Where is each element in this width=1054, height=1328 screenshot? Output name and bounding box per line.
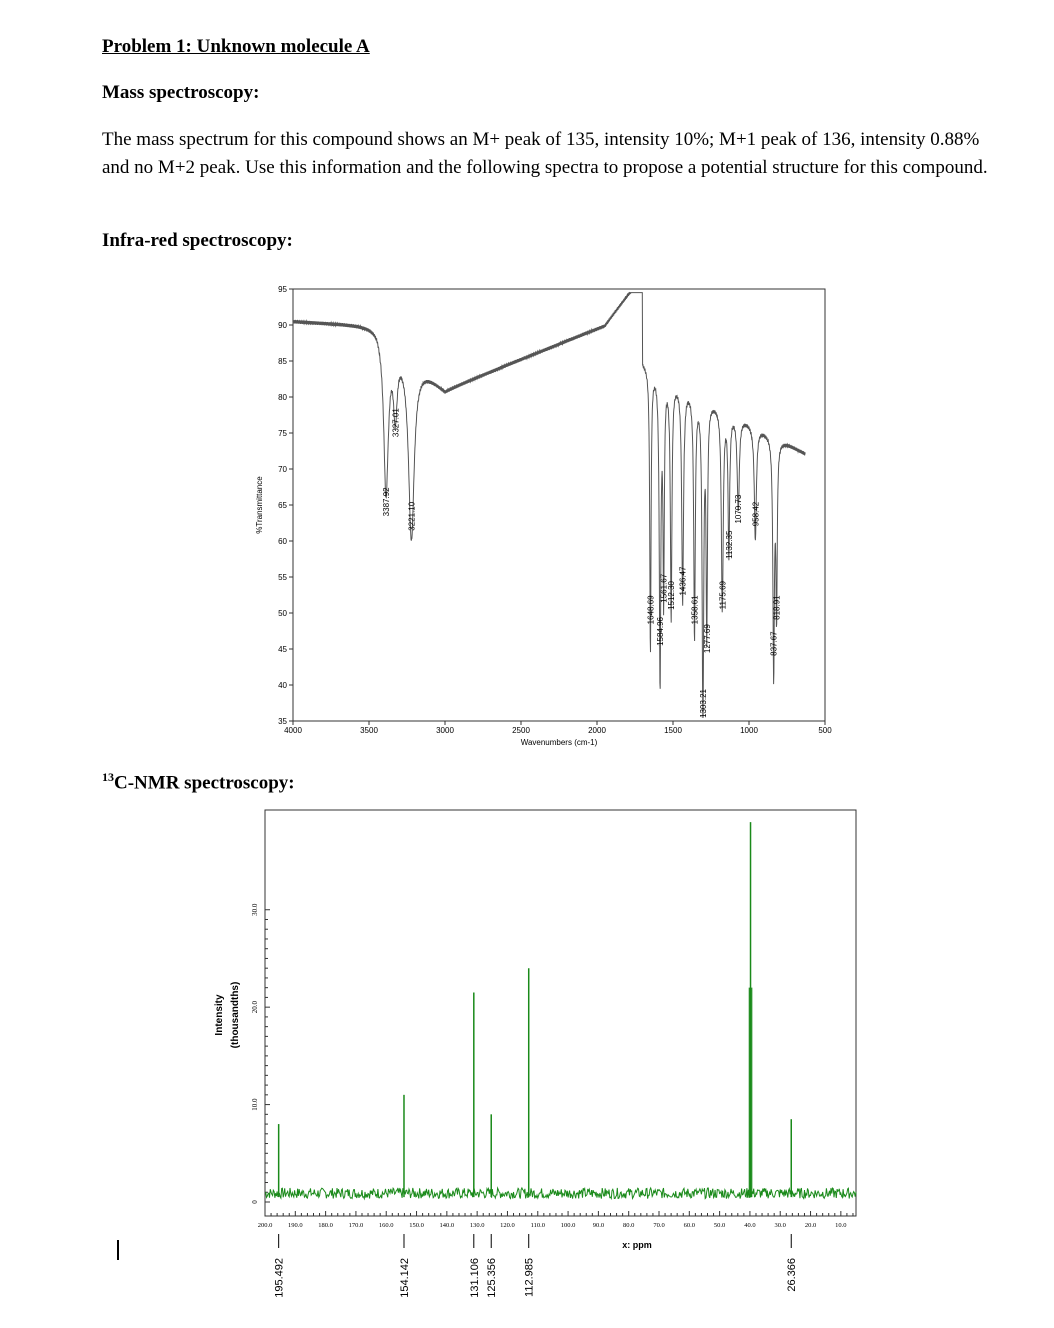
ir-peak-label: 3221.10 [407,501,417,531]
nmr-x-tick-label: 60.0 [683,1222,695,1229]
nmr-peak-label: 131.106 [468,1258,481,1298]
nmr-x-tick-label: 130.0 [469,1222,485,1229]
ir-peak-label: 3387.92 [382,487,392,517]
ir-peak-label: 1303.21 [698,689,708,718]
ir-y-tick-label: 95 [278,285,287,294]
ir-spectrum-trace [293,293,805,718]
ir-peak-label: 1561.67 [659,573,669,603]
ir-peak-label: 1277.69 [702,624,712,654]
ir-plot-frame [293,289,825,721]
ir-y-tick-label: 55 [278,573,287,582]
nmr-x-tick-label: 100.0 [560,1222,576,1229]
ir-y-tick-label: 70 [278,465,287,474]
nmr-x-tick-label: 10.0 [835,1222,847,1229]
ir-y-tick-label: 60 [278,537,287,546]
nmr-y-tick-label: 30.0 [251,903,259,916]
nmr-plot-frame [265,810,856,1216]
ir-y-tick-label: 45 [278,645,287,654]
nmr-x-tick-label: 50.0 [713,1222,726,1229]
ir-y-tick-label: 50 [278,609,287,618]
ir-peak-label: 1132.35 [724,530,734,559]
ir-x-axis-label: Wavenumbers (cm-1) [520,738,598,747]
ir-y-tick-label: 80 [278,393,287,402]
ir-x-tick-label: 4000 [284,726,302,735]
nmr-x-tick-label: 200.0 [257,1222,273,1229]
ir-y-tick-label: 85 [278,357,287,366]
nmr-x-tick-label: 140.0 [439,1222,455,1229]
text-cursor [117,1240,119,1260]
nmr-heading-superscript: 13 [102,770,114,784]
nmr-x-axis-label: x: ppm [622,1240,652,1250]
ir-peak-label: 818.91 [772,595,782,620]
ir-peak-label: 1358.61 [690,595,700,625]
ir-peak-label: 3327.01 [391,408,401,438]
ir-peak-label: 837.67 [769,631,779,656]
ir-peak-label: 958.42 [751,501,761,527]
nmr-x-tick-label: 90.0 [592,1222,605,1229]
ir-x-tick-label: 1500 [664,726,682,735]
nmr-heading-text: C-NMR spectroscopy: [114,772,295,794]
nmr-peak-label: 195.492 [273,1258,286,1298]
nmr-x-tick-label: 120.0 [500,1222,515,1229]
nmr-x-tick-label: 160.0 [378,1222,394,1229]
mass-spec-heading: Mass spectroscopy: [102,82,260,103]
nmr-peak-label: 26.366 [786,1258,799,1292]
nmr-x-tick-label: 20.0 [804,1222,817,1229]
ir-x-tick-label: 500 [818,726,832,735]
ir-peak-label: 1648.69 [646,595,656,625]
nmr-y-tick-label: 20.0 [251,1001,259,1014]
ir-peak-label: 1512.30 [667,581,677,610]
nmr-x-tick-label: 40.0 [744,1222,756,1229]
ir-x-tick-label: 2000 [588,726,606,735]
nmr-x-tick-label: 150.0 [409,1222,424,1229]
ir-heading: Infra-red spectroscopy: [102,230,293,251]
nmr-x-tick-label: 70.0 [653,1222,665,1229]
ir-y-tick-label: 65 [278,501,287,510]
ir-peak-label: 1584.96 [656,617,666,646]
page-title: Problem 1: Unknown molecule A [102,36,370,57]
nmr-y-tick-label: 10.0 [251,1098,259,1111]
nmr-y-axis-label: Intensity [214,994,225,1036]
ir-x-tick-label: 3000 [436,726,454,735]
nmr-peak-label: 125.356 [486,1258,499,1298]
ir-y-axis-label: %Transmittance [255,476,264,534]
nmr-x-tick-label: 190.0 [287,1222,303,1229]
nmr-x-tick-label: 30.0 [774,1222,786,1229]
nmr-y-tick-label: 0 [251,1200,259,1204]
ir-y-tick-label: 90 [278,321,287,330]
nmr-x-tick-label: 110.0 [530,1222,545,1229]
ir-y-tick-label: 75 [278,429,287,438]
ir-x-tick-label: 1000 [740,726,758,735]
nmr-x-tick-label: 180.0 [318,1222,333,1229]
ir-x-tick-label: 3500 [360,726,378,735]
ir-x-tick-label: 2500 [512,726,530,735]
ir-y-tick-label: 40 [278,681,287,690]
ir-peak-label: 1175.69 [718,581,728,610]
nmr-baseline-trace [265,1188,856,1199]
mass-spec-paragraph: The mass spectrum for this compound shows an M+ peak of 135, intensity 10%; M+1 peak of 136, intensity 0.88% and no M+2 peak. Use this information and the following spectra to propose a potential structure for this compound. [102,129,988,178]
nmr-y-axis-label-2: (thousandths) [230,981,241,1049]
nmr-peak-label: 112.985 [523,1258,536,1297]
ir-peak-label: 1436.47 [678,566,688,596]
ir-y-tick-label: 35 [278,717,287,726]
ir-peak-label: 1070.73 [734,494,744,524]
nmr-x-tick-label: 170.0 [348,1222,364,1229]
nmr-peak-label: 154.142 [398,1258,411,1298]
nmr-x-tick-label: 80.0 [623,1222,635,1229]
